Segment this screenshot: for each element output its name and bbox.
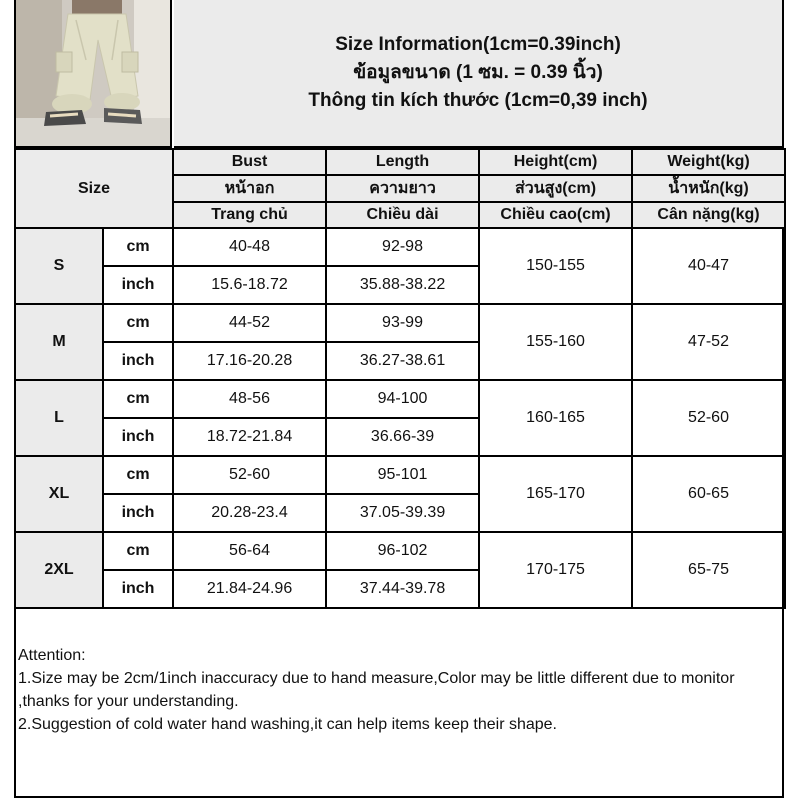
length-cm: 92-98 <box>326 228 479 266</box>
col-length-th: ความยาว <box>326 175 479 202</box>
col-weight-en: Weight(kg) <box>632 149 785 175</box>
bust-cm: 48-56 <box>173 380 326 418</box>
height-range: 165-170 <box>479 456 632 532</box>
attention-note-2: 2.Suggestion of cold water hand washing,it can help items keep their shape. <box>18 716 557 733</box>
unit-cm: cm <box>103 380 173 418</box>
height-range: 150-155 <box>479 228 632 304</box>
table-row <box>15 532 785 570</box>
weight-range: 47-52 <box>632 304 785 380</box>
height-range: 170-175 <box>479 532 632 608</box>
size-label: 2XL <box>15 532 103 608</box>
bust-inch: 15.6-18.72 <box>173 266 326 304</box>
length-inch: 36.66-39 <box>326 418 479 456</box>
table-row <box>15 380 785 418</box>
header-title-th: ข้อมูลขนาด (1 ซม. = 0.39 นิ้ว) <box>353 62 603 83</box>
col-bust-th: หน้าอก <box>173 175 326 202</box>
product-photo-pants-icon <box>16 0 172 148</box>
attention-title: Attention: <box>18 647 86 664</box>
size-label: L <box>15 380 103 456</box>
col-height-vi: Chiều cao(cm) <box>479 202 632 228</box>
length-inch: 37.05-39.39 <box>326 494 479 532</box>
attention-note-1: 1.Size may be 2cm/1inch inaccuracy due to hand measure,Color may be little different due to monitor ,thanks for your understanding. <box>18 670 735 710</box>
col-weight-vi: Cân nặng(kg) <box>632 202 785 228</box>
bust-inch: 20.28-23.4 <box>173 494 326 532</box>
col-bust-en: Bust <box>173 149 326 175</box>
product-photo <box>16 0 172 148</box>
length-cm: 93-99 <box>326 304 479 342</box>
length-cm: 96-102 <box>326 532 479 570</box>
unit-inch: inch <box>103 418 173 456</box>
unit-cm: cm <box>103 228 173 266</box>
table-row <box>15 228 785 266</box>
col-bust-vi: Trang chủ <box>173 202 326 228</box>
unit-cm: cm <box>103 456 173 494</box>
weight-range: 40-47 <box>632 228 785 304</box>
col-height-th: ส่วนสูง(cm) <box>479 175 632 202</box>
col-length-en: Length <box>326 149 479 175</box>
height-range: 155-160 <box>479 304 632 380</box>
weight-range: 52-60 <box>632 380 785 456</box>
size-label: XL <box>15 456 103 532</box>
size-label: S <box>15 228 103 304</box>
unit-inch: inch <box>103 342 173 380</box>
table-row <box>15 456 785 494</box>
size-column-header: Size <box>15 149 173 228</box>
unit-inch: inch <box>103 494 173 532</box>
length-inch: 36.27-38.61 <box>326 342 479 380</box>
size-table <box>14 148 786 609</box>
height-range: 160-165 <box>479 380 632 456</box>
header-title-en: Size Information(1cm=0.39inch) <box>335 34 621 55</box>
bust-inch: 17.16-20.28 <box>173 342 326 380</box>
bust-inch: 21.84-24.96 <box>173 570 326 608</box>
attention-notes <box>18 644 778 736</box>
size-info-header <box>174 0 782 148</box>
bust-inch: 18.72-21.84 <box>173 418 326 456</box>
bust-cm: 40-48 <box>173 228 326 266</box>
length-inch: 35.88-38.22 <box>326 266 479 304</box>
unit-inch: inch <box>103 570 173 608</box>
length-cm: 94-100 <box>326 380 479 418</box>
col-height-en: Height(cm) <box>479 149 632 175</box>
bust-cm: 44-52 <box>173 304 326 342</box>
col-weight-th: น้ำหนัก(kg) <box>632 175 785 202</box>
weight-range: 60-65 <box>632 456 785 532</box>
unit-cm: cm <box>103 304 173 342</box>
unit-cm: cm <box>103 532 173 570</box>
length-inch: 37.44-39.78 <box>326 570 479 608</box>
length-cm: 95-101 <box>326 456 479 494</box>
bust-cm: 56-64 <box>173 532 326 570</box>
size-label: M <box>15 304 103 380</box>
table-row <box>15 304 785 342</box>
col-length-vi: Chiều dài <box>326 202 479 228</box>
unit-inch: inch <box>103 266 173 304</box>
bust-cm: 52-60 <box>173 456 326 494</box>
weight-range: 65-75 <box>632 532 785 608</box>
header-title-vi: Thông tin kích thước (1cm=0,39 inch) <box>308 90 648 111</box>
